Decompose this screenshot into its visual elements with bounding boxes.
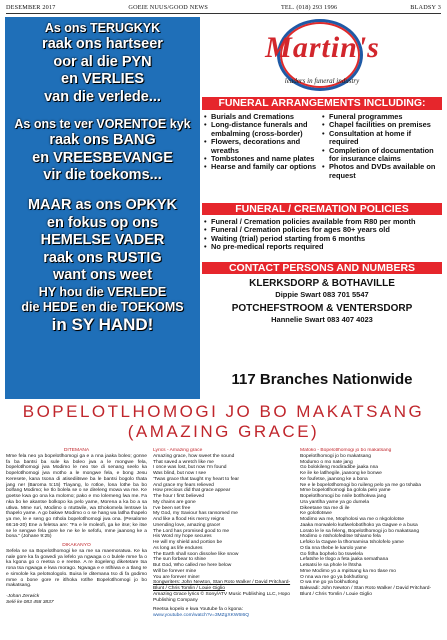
column-scripture — [6, 448, 147, 638]
logo: Martin's — [265, 31, 380, 64]
poem-line: want ons weet — [52, 267, 153, 283]
lyric-line: Ke golotlotswe — [300, 511, 332, 517]
lyric-line: He will my shield and portion be — [153, 540, 223, 545]
office-potchefstroom: POTCHEFSTROOM & VENTERSDORP — [231, 303, 413, 314]
bullet-icon: • — [322, 128, 325, 138]
bullet-item — [322, 130, 440, 147]
column-heading: Lyrics - Amazing grace — [153, 448, 203, 453]
arrangements-title: FUNERAL ARRANGEMENTS INCLUDING: — [202, 97, 442, 110]
bullet-text: Flowers, decorations and wreaths — [211, 137, 301, 155]
bullet-icon: • — [204, 242, 207, 252]
bullet-icon: • — [322, 112, 325, 121]
lyrics-credits: Bakwadi: John Newton / Stan Roto Walker / David Pritchard-Blunt / Chris Tomlin / Louie Giglio — [300, 586, 432, 597]
lyric-line: Modimo o ntsholofeditse tshiamo fela — [300, 534, 381, 540]
reflection-text: Sefela se sa Bopelotlhomogi ke sa me sa maemoratwa. Ke ka nale gore ka fa gowedi ya lefelo ya ngwaga o o bulele mme fa o ka kgona go o reetsa o e reetse. A re itogeleng diketetare tsa rona tsa ngwaga e kwa morago. Ngwaga e e ntlhiwa e a tlang re e simolole ka pelotsologolo. Buisa le ditemana tso di fa godimo mme o bone gore re itlhoka rotlhe Bopelotlhomogi jo bo makatsang. — [6, 548, 147, 589]
lyric-line: O tla nna thebe le karolo yame — [300, 545, 367, 551]
poem-line: As ons TERUGKYK — [44, 21, 161, 35]
poem-line: raak ons RUSTIG — [43, 249, 162, 266]
bullet-icon: • — [204, 233, 207, 243]
poem-stanza-3 — [5, 197, 200, 334]
bullet-icon: • — [204, 225, 207, 235]
lyric-line: The hour I first believed — [153, 494, 205, 499]
lyric-line: Go fitlha bophelo bo tswelela — [300, 551, 363, 557]
lyric-line: Mme bopelotlhomogi ba golola pelo yame — [300, 488, 391, 494]
lyric-line: O nna wa me go ya bokhutlong — [300, 574, 368, 580]
funeral-advert — [202, 17, 442, 399]
poem-line: en fokus op ons — [46, 214, 159, 231]
logo-tagline: leaders in funeral industry — [284, 77, 360, 85]
lyric-line: Mme Modimo yo a mpitsang ka mo tlase mo — [300, 568, 396, 574]
bullet-text: Completion of documentation for insurance claims — [329, 145, 434, 164]
lyric-line: Dikeetane tsa me di ile — [300, 505, 350, 511]
lyric-line: Unending love, amazing grace! — [153, 522, 221, 528]
header-page: BLADSY 3 — [410, 4, 441, 11]
lyrics-setswana — [300, 454, 441, 586]
author-phone: Selé ke 083 458 3837 — [6, 599, 54, 605]
poem-line: raak ons BANG — [49, 132, 156, 148]
lyric-line: Go bolokileng modiradibe jaaka nna — [300, 465, 379, 471]
poem-line: raak ons hartseer — [42, 36, 163, 52]
poem-line: in SY HAND! — [51, 314, 154, 334]
lyric-line: Amazing grace, how sweet the sound — [153, 453, 235, 459]
bullet-icon: • — [204, 120, 207, 130]
arrangements-left — [204, 113, 322, 180]
lyric-line: I once was lost, but now I'm found — [153, 465, 227, 471]
arrangements-right — [322, 113, 440, 180]
bullet-icon: • — [204, 112, 207, 121]
header-paper: GOEIE NUUS/GOOD NEWS — [128, 4, 209, 11]
poem-line: As ons te ver VORENTOE kyk — [14, 117, 191, 131]
bullet-text: Hearse and family car options — [211, 162, 317, 172]
lyric-line: Bopelotlhomogi bo nnile botlhokwa jang — [300, 494, 387, 499]
lyric-line: Ke ile ke latlhegile, jaanong ke bonwe — [300, 471, 382, 476]
youtube-link[interactable]: www.youtube.com/watch?v=3MZgXKW6I6Q — [153, 613, 250, 618]
lyric-line: The Lord has promised good to me — [153, 528, 230, 534]
logo-area — [202, 17, 442, 95]
bullet-text: Long-distance funerals and embalming (cross-border) — [211, 120, 308, 138]
policies-title: FUNERAL / CREMATION POLICIES — [202, 203, 442, 215]
lyric-line: Ura yantlha yame ya go dumela — [300, 499, 370, 505]
bullet-icon: • — [204, 217, 207, 226]
youtube-prompt: Reetsa kopelo e kwa Youtube fa o kgona: — [153, 607, 244, 613]
bullet-item — [204, 243, 440, 251]
poem-stanza-2 — [5, 117, 200, 185]
bullet-icon: • — [204, 137, 207, 147]
lyric-line: Ke foufetse, jaanong ke a bona — [300, 476, 368, 482]
bullet-item — [322, 147, 440, 164]
bullet-item — [204, 138, 322, 155]
column-heading: DIKAKANYO — [62, 543, 91, 548]
page-header — [6, 2, 441, 14]
lyric-line: And grace my fears relieved — [153, 482, 214, 488]
lyric-line: O wa me go ya bokhutlong — [300, 580, 359, 586]
poem-line: die HEDE en die TOEKOMS — [21, 299, 184, 314]
poem-line: oor al die PYN — [53, 53, 152, 70]
lyric-line: I've been set free — [153, 505, 191, 511]
bullet-item — [204, 163, 322, 171]
column-heading: Mafoko - Bopelotlhomogi jo bo makatsang — [300, 448, 392, 453]
bullet-text: Burials and Cremations — [211, 112, 294, 121]
bullet-text: Tombstones and name plates — [211, 154, 315, 164]
header-tel: TEL. (018) 293 1996 — [280, 4, 338, 11]
lyric-line: My chains are gone — [153, 499, 196, 505]
lyric-line: Letsatsi le sa phole le lhtsha — [300, 563, 362, 568]
lyric-line: The sun forbear to shine — [153, 557, 207, 563]
contact-block — [202, 278, 442, 324]
lyric-line: But God, Who called me here below — [153, 563, 232, 568]
bullet-icon: • — [204, 162, 207, 172]
bullet-text: Funeral / Cremation policies available from R80 per month — [211, 217, 416, 226]
poem-line: en VERLIES — [61, 71, 144, 87]
office-klerksdorp: KLERKSDORP & BOTHAVILLE — [249, 278, 395, 289]
column-lyrics-english — [153, 448, 294, 638]
poem-stanza-1 — [5, 21, 200, 106]
lyric-line: How precious did that grace appear — [153, 488, 231, 494]
lyric-line: Lefoko la Gagwe la tlhomamisa tsholofelo yame — [300, 540, 404, 545]
policies-list — [204, 218, 440, 252]
bullet-icon: • — [322, 162, 325, 172]
author: -Johan Zerwick — [6, 594, 40, 599]
header-date: DESEMBER 2017 — [6, 4, 56, 11]
article-columns — [6, 448, 441, 638]
lyric-line: Ne e le bopelotlhomogi bo ruileng pelo ya me go tshaba — [300, 482, 421, 488]
lyric-line: My God, my Saviour has ransomed me — [153, 511, 238, 517]
arrangements-list — [204, 113, 440, 180]
lyrics-credits: Amazing Grace lyrics © Sony/ATV Music Publishing LLC, Hopo Publishing Company — [153, 591, 290, 603]
bullet-item — [204, 121, 322, 138]
lyric-line: Was blind, but now I see — [153, 471, 207, 476]
bullet-text: Funeral programmes — [329, 112, 403, 121]
bullet-text: Photos and DVDs available on request — [329, 162, 436, 180]
lyric-line: Jaaka morwalelo kutlwelobotlhoko ya Gagwe e a busa — [300, 522, 418, 528]
bullet-icon: • — [322, 145, 325, 155]
scripture-text: Mme fela neo ya bopelotlhomogi ga e a nna jaaka boleo; gonne fa ba bantsi ba sule ka boleo jwa a le mongwe fela, bopelotlhomogi jwa Modimo le neo tse di senang seelo ka bopelotlhomogi jwa motho a le mongwe fela, e bong Jesu Keresete, kana tsona di atisediitswe ba le bantsi bogolo thata jang ne! (Baroma 5:15) Tlayang, lo rotloe, lona lothe ba bo bolfang Modimo; ke tlo bolela se o se direleng mowa wa me. Ke goetse kwa go ona ka molomo; pako e mo lolemeng lwa me. Fa nka bo ke akantse bolkopo ka pelo yame, Morena a ka bo a sa utlwa. Mme ruri, Modimo o ntuttwile, wa Ehokomela lentswe la thapelo yame. A go bakwe Modimo o o se hang wa latlha thapelo ya me, le e seng go nthola bopelotlhomogi jwa ona. (Pesalome 66:16-20) Ene a feletsa are: "Fa e le moleofi, ga ke itse; ke itse se le sengwe fela gore ke ne ke le sefofu, mme jaanong ke a bona." (Johane 9:25) — [6, 453, 147, 540]
bullet-item — [322, 163, 440, 180]
bullet-icon: • — [204, 154, 207, 164]
lyric-line: His Word my hope secures — [153, 534, 212, 540]
lyric-line: And like a flood His mercy reigns — [153, 517, 225, 522]
bullet-text: Consultation at home if required — [329, 128, 412, 147]
bullet-text: Chapel facilities on premises — [329, 120, 431, 130]
contact-title: CONTACT PERSONS AND NUMBERS — [202, 262, 442, 274]
branches-banner — [202, 371, 442, 389]
poem-line: van die verlede... — [44, 88, 161, 105]
lyric-line: You are forever mine! — [153, 574, 200, 580]
bullet-text: No pre-medical reports required — [211, 242, 324, 252]
contact-person-1: Dippie Swart 083 701 5547 — [275, 290, 369, 299]
lyric-line: 'Twas grace that taught my heart to fear — [153, 476, 240, 482]
bullet-icon: • — [322, 120, 325, 130]
lyric-line: Will be forever mine — [153, 568, 197, 574]
lyric-line: Modimo wa me, Mopholosi wa me o nkgololotse — [300, 517, 405, 522]
poem-line: vir die toekoms... — [43, 167, 162, 183]
lyric-line: The Earth shall soon dissolve like snow — [153, 551, 239, 557]
lyric-line: Lefatshe le tlogo a feta jaaka semathana — [300, 557, 389, 563]
contact-person-2: Hannelie Swart 083 407 4023 — [271, 315, 373, 324]
lyrics-english — [153, 454, 294, 581]
bullet-text: Waiting (trial) period starting from 6 months — [211, 233, 366, 243]
poem-panel — [5, 17, 200, 399]
column-lyrics-setswana — [300, 448, 441, 638]
article-title: BOPELOTLHOMOGI JO BO MAKATSANG (AMAZING GRACE) — [22, 402, 425, 441]
songwriters: Songwriters: John Newton, Stan Roto Walker / David Pritchard-Blunt / Chris Tomlin / Louie Giglio — [153, 580, 291, 591]
lyric-line: Lorato le le sa feleng, Bopelotlhomogi jo bo makatsang — [300, 528, 420, 534]
poem-line: en VREESBEVANGE — [32, 149, 173, 166]
poem-line: HY hou die VERLEDE — [38, 284, 167, 299]
bullet-text: Funeral / Cremation policies for ages 80+ years old — [211, 225, 390, 235]
lyric-line: That saved a wretch like me — [153, 459, 214, 465]
poem-line: HEMELSE VADER — [40, 232, 165, 248]
column-heading: DITEMANA — [63, 448, 90, 453]
lyric-line: As long as life endures — [153, 545, 203, 551]
branches-text: 117 Branches Nationwide — [231, 371, 413, 388]
lyric-line: Modumo o mo nate jang — [300, 459, 353, 465]
poem-line: MAAR as ons OPKYK — [27, 197, 178, 213]
lyric-line: Bopelotlhomogi jo bo makatsang — [300, 453, 371, 459]
